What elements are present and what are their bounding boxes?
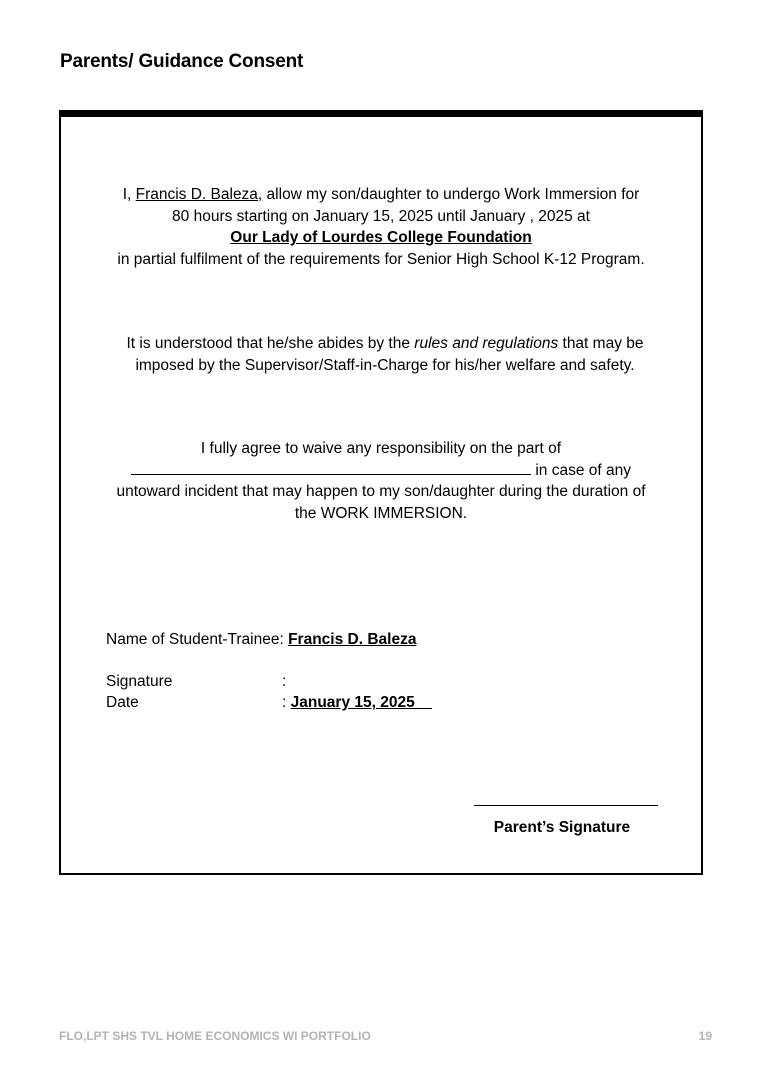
date-colon: : (282, 694, 291, 711)
date-value: January 15, 2025 (290, 694, 432, 711)
consent-paragraph-2 (61, 333, 701, 376)
page-number: 19 (698, 1029, 712, 1043)
page-title: Parents/ Guidance Consent (60, 51, 304, 72)
date-row (106, 692, 432, 713)
waiver-text-4: the WORK IMMERSION. (294, 504, 468, 522)
waiver-text-1: I fully agree to waive any responsibility on the part of (200, 440, 562, 457)
signature-row (106, 671, 286, 692)
purpose-text: in partial fulfilment of the requirements for Senior High School K-12 Program. (117, 250, 645, 268)
student-name-value: Francis D. Baleza (288, 631, 417, 648)
rules-text-start: It is understood that he/she abides by the (126, 335, 415, 352)
date-label: Date (106, 694, 139, 711)
student-name-label: Name of Student-Trainee: (106, 631, 289, 648)
rules-text-end: that may be (558, 335, 644, 352)
consent-paragraph-3 (61, 438, 701, 524)
signature-colon: : (282, 673, 287, 690)
rules-text-line2: imposed by the Supervisor/Staff-in-Charge for his/her welfare and safety. (135, 356, 635, 374)
parent-signature-line (474, 805, 658, 806)
signature-label: Signature (106, 673, 173, 690)
rules-italic: rules and regulations (414, 335, 559, 352)
waiver-text-3: untoward incident that may happen to my son/daughter during the duration of (116, 483, 646, 500)
parent-name: Francis D. Baleza, (135, 186, 263, 203)
company-blank-line (131, 460, 531, 475)
intro-text: I, (122, 186, 136, 203)
consent-text: allow my son/daughter to undergo Work Immersion for (262, 186, 640, 203)
parent-signature-label: Parent’s Signature (493, 819, 631, 836)
student-name-row (106, 629, 416, 650)
consent-box (59, 110, 703, 875)
footer-text: FLO,LPT SHS TVL HOME ECONOMICS WI PORTFOLIO (59, 1029, 371, 1043)
waiver-text-2: in case of any (531, 461, 631, 479)
hours-dates-text: 80 hours starting on January 15, 2025 until January , 2025 at (172, 207, 590, 225)
company-name: Our Lady of Lourdes College Foundation (230, 229, 532, 246)
consent-paragraph-1 (61, 184, 701, 270)
